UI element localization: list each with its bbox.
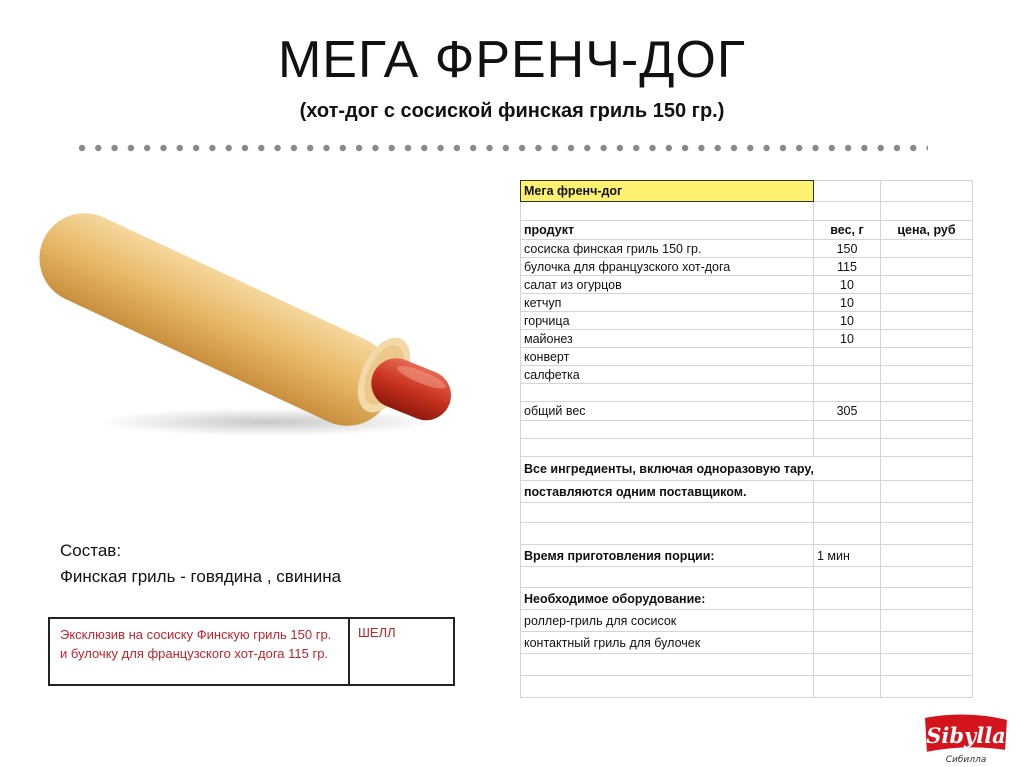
table-row: салат из огурцов 10: [521, 276, 973, 294]
prep-label[interactable]: Время приготовления порции:: [521, 545, 814, 567]
divider-dot: [763, 145, 769, 151]
divider-dot: [682, 145, 688, 151]
divider-dot: [829, 145, 835, 151]
divider-dot: [747, 145, 753, 151]
table-row: горчица 10: [521, 312, 973, 330]
table-row: [521, 421, 973, 439]
table-row: [521, 610, 973, 632]
note-line-2[interactable]: поставляются одним поставщиком.: [521, 481, 814, 503]
divider-dot: [894, 145, 900, 151]
divider-dot: [405, 145, 411, 151]
divider-dot: [861, 145, 867, 151]
header-row: [521, 221, 973, 240]
table-row: майонез 10: [521, 330, 973, 348]
divider-dot: [715, 145, 721, 151]
hotdog-image: [18, 190, 468, 450]
table-row: конверт: [521, 348, 973, 366]
divider-dot: [421, 145, 427, 151]
table-row: [521, 181, 973, 202]
table-row: [521, 503, 973, 523]
table-row: булочка для французского хот-дога 115: [521, 258, 973, 276]
equipment-item[interactable]: роллер-гриль для сосисок: [521, 610, 814, 632]
note-row: [521, 457, 973, 481]
composition-block: [60, 538, 341, 590]
divider-dot: [519, 145, 525, 151]
divider-dot: [552, 145, 558, 151]
header-price[interactable]: цена, руб: [881, 221, 973, 240]
page-title: МЕГА ФРЕНЧ-ДОГ: [277, 31, 747, 89]
sibylla-logo: [918, 711, 1014, 765]
divider-dot: [666, 145, 672, 151]
table-row: салфетка: [521, 366, 973, 384]
equipment-header-row: [521, 588, 973, 610]
divider-dot: [242, 145, 248, 151]
table-row: [521, 567, 973, 588]
divider-dot: [160, 145, 166, 151]
page-subtitle: (хот-дог с сосиской финская гриль 150 гр.): [299, 100, 725, 122]
divider-dot: [144, 145, 150, 151]
table-row: [521, 654, 973, 676]
exclusive-supplier: ШЕЛЛ: [358, 625, 396, 640]
table-row: сосиска финская гриль 150 гр. 150: [521, 240, 973, 258]
divider-dot: [698, 145, 704, 151]
divider-dot: [307, 145, 313, 151]
table-row: [521, 202, 973, 221]
composition-text: Финская гриль - говядина , свинина: [60, 567, 342, 586]
divider-dot: [323, 145, 329, 151]
divider-dot: [470, 145, 476, 151]
divider-dot: [258, 145, 264, 151]
total-value[interactable]: 305: [814, 402, 881, 421]
divider-dot: [111, 145, 117, 151]
divider-dot: [780, 145, 786, 151]
dotted-divider: [78, 140, 928, 156]
divider-dot: [633, 145, 639, 151]
divider-dot: [177, 145, 183, 151]
prep-row: [521, 545, 973, 567]
divider-dot: [454, 145, 460, 151]
table-row: [521, 439, 973, 457]
divider-dot: [845, 145, 851, 151]
divider-dot: [372, 145, 378, 151]
table-row: [521, 676, 973, 698]
table-row: [521, 384, 973, 402]
note-row: [521, 481, 973, 503]
table-row: [521, 632, 973, 654]
divider-dot: [731, 145, 737, 151]
divider-dot: [926, 145, 928, 151]
header-product[interactable]: продукт: [521, 221, 814, 240]
note-line-1[interactable]: Все ингредиенты, включая одноразовую тару,: [521, 457, 881, 481]
divider-dot: [812, 145, 818, 151]
divider-dot: [274, 145, 280, 151]
divider-dot: [503, 145, 509, 151]
total-label[interactable]: общий вес: [521, 402, 814, 421]
divider-dot: [649, 145, 655, 151]
divider-dot: [95, 145, 101, 151]
divider-dot: [796, 145, 802, 151]
divider-dot: [226, 145, 232, 151]
header-weight[interactable]: вес, г: [814, 221, 881, 240]
divider-dot: [617, 145, 623, 151]
spreadsheet-table: [520, 180, 973, 698]
divider-dot: [535, 145, 541, 151]
divider-dot: [389, 145, 395, 151]
divider-dot: [209, 145, 215, 151]
divider-dot: [486, 145, 492, 151]
divider-dot: [910, 145, 916, 151]
divider-dot: [356, 145, 362, 151]
divider-dot: [437, 145, 443, 151]
exclusive-text: Эксклюзив на сосиску Финскую гриль 150 гр. и булочку для французского хот-дога 115 гр.: [50, 619, 350, 684]
divider-dot: [340, 145, 346, 151]
divider-dot: [79, 145, 85, 151]
equipment-item[interactable]: контактный гриль для булочек: [521, 632, 814, 654]
total-row: [521, 402, 973, 421]
divider-dot: [584, 145, 590, 151]
divider-dot: [128, 145, 134, 151]
table-row: [521, 523, 973, 545]
divider-dot: [193, 145, 199, 151]
prep-value[interactable]: 1 мин: [814, 545, 881, 567]
composition-label: Состав:: [60, 541, 122, 560]
divider-dot: [600, 145, 606, 151]
table-row: кетчуп 10: [521, 294, 973, 312]
exclusive-box: [48, 617, 455, 686]
logo-sub-text: Сибилла: [945, 755, 987, 765]
equipment-label[interactable]: Необходимое оборудование:: [521, 588, 814, 610]
sheet-title-cell[interactable]: Мега френч-дог: [521, 181, 814, 202]
logo-brand-text: Sibylla: [926, 723, 1006, 748]
divider-dot: [878, 145, 884, 151]
divider-dot: [291, 145, 297, 151]
divider-dot: [568, 145, 574, 151]
